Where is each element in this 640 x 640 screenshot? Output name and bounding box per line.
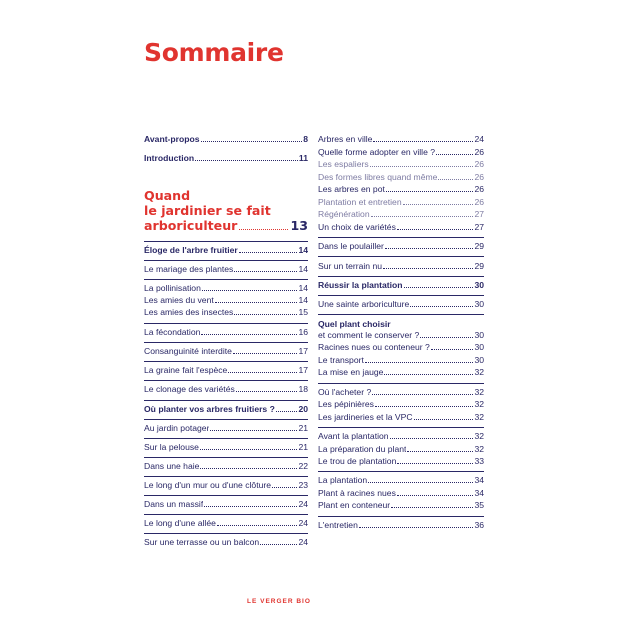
dot-leader: [217, 525, 298, 526]
toc-entry[interactable]: [144, 327, 308, 338]
dot-leader: [195, 160, 298, 161]
toc-entry-page: 24: [298, 499, 308, 509]
separator-line: [144, 438, 308, 439]
toc-entry-title: Avant la plantation: [318, 431, 389, 441]
toc-entry-page: 17: [298, 346, 308, 356]
toc-entry-page: 20: [298, 404, 308, 414]
separator-line: [318, 314, 484, 315]
toc-entry-title: Où planter vos arbres fruitiers ?: [144, 404, 275, 414]
dot-leader: [397, 463, 473, 464]
toc-entry-title: La graine fait l'espèce: [144, 365, 228, 375]
toc-entry[interactable]: [318, 342, 484, 353]
toc-entry-page: 32: [474, 367, 484, 377]
toc-entry-title: Un choix de variétés: [318, 222, 396, 232]
toc-entry[interactable]: [318, 134, 484, 145]
toc-entry[interactable]: [318, 520, 484, 531]
separator-line: [144, 380, 308, 381]
dot-leader: [204, 506, 297, 507]
dot-leader: [239, 229, 288, 230]
toc-entry-title: Avant-propos: [144, 134, 200, 144]
toc-entry[interactable]: [318, 456, 484, 467]
separator-line: [144, 323, 308, 324]
dot-leader: [202, 290, 298, 291]
toc-entry-title: Au jardin potager: [144, 423, 210, 433]
dot-leader: [410, 306, 473, 307]
dot-leader: [386, 191, 474, 192]
toc-entry-title: Les jardineries et la VPC: [318, 412, 413, 422]
toc-entry-title: Quel plant choisir: [318, 319, 391, 329]
toc-entry-title: Le long d'un mur ou d'une clôture: [144, 480, 272, 490]
toc-entry-page: 14: [298, 245, 308, 255]
section-heading-line: Quand: [144, 188, 191, 203]
dot-leader: [407, 451, 473, 452]
toc-entry[interactable]: [144, 384, 308, 395]
toc-entry-page: 26: [474, 159, 484, 169]
dot-leader: [385, 248, 474, 249]
separator-line: [318, 295, 484, 296]
separator-line: [144, 476, 308, 477]
dot-leader: [397, 495, 474, 496]
section-page-number: 13: [290, 218, 308, 233]
dot-leader: [260, 544, 297, 545]
dot-leader: [403, 204, 474, 205]
toc-entry-page: 27: [474, 222, 484, 232]
separator-line: [144, 495, 308, 496]
dot-leader: [383, 268, 473, 269]
toc-entry-title: La mise en jauge: [318, 367, 384, 377]
dot-leader: [384, 374, 473, 375]
toc-entry[interactable]: [318, 184, 484, 195]
toc-entry-title: Réussir la plantation: [318, 280, 403, 290]
toc-entry-title: La pollinisation: [144, 283, 201, 293]
dot-leader: [201, 141, 303, 142]
toc-entry-page: 14: [298, 264, 308, 274]
toc-entry[interactable]: [318, 299, 484, 310]
toc-entry[interactable]: [318, 488, 484, 499]
separator-line: [318, 383, 484, 384]
dot-leader: [390, 438, 474, 439]
toc-entry-page: 27: [474, 209, 484, 219]
toc-entry-title: La plantation: [318, 475, 368, 485]
toc-entry-title: Une sainte arboriculture: [318, 299, 410, 309]
toc-entry[interactable]: [318, 355, 484, 366]
toc-entry-page: 36: [474, 520, 484, 530]
dot-leader: [404, 287, 474, 288]
toc-entry-title: Le clonage des variétés: [144, 384, 235, 394]
toc-entry-page: 24: [298, 518, 308, 528]
toc-entry-title: Les pépinières: [318, 399, 374, 409]
section-heading-line: le jardinier se fait: [144, 203, 271, 218]
toc-entry-title: Dans le poulailler: [318, 241, 384, 251]
toc-entry-title: Les amies du vent: [144, 295, 214, 305]
toc-entry-title: Arbres en ville: [318, 134, 373, 144]
toc-entry-title: et comment le conserver ?: [318, 330, 420, 340]
toc-entry[interactable]: [144, 264, 308, 275]
toc-entry-page: 14: [298, 283, 308, 293]
toc-entry-title: Introduction: [144, 153, 195, 163]
toc-entry-title: Consanguinité interdite: [144, 346, 232, 356]
toc-entry-title: Éloge de l'arbre fruitier: [144, 245, 238, 255]
separator-line: [318, 276, 484, 277]
dot-leader: [368, 482, 473, 483]
toc-entry-page: 24: [298, 537, 308, 547]
toc-entry[interactable]: [318, 330, 484, 341]
toc-entry-title: Le trou de plantation: [318, 456, 397, 466]
dot-leader: [200, 468, 297, 469]
toc-entry[interactable]: [144, 245, 308, 256]
toc-entry[interactable]: [318, 241, 484, 252]
toc-entry[interactable]: [318, 431, 484, 442]
toc-entry-title: Les amies des insectes: [144, 307, 234, 317]
running-footer: LE VERGER BIO: [247, 598, 311, 605]
dot-leader: [438, 179, 473, 180]
toc-entry[interactable]: [144, 365, 308, 376]
toc-entry-page: 30: [474, 330, 484, 340]
dot-leader: [431, 349, 474, 350]
separator-line: [144, 457, 308, 458]
toc-entry-page: 11: [298, 153, 308, 163]
toc-entry-title: Sur un terrain nu: [318, 261, 383, 271]
toc-entry-page: 34: [474, 475, 484, 485]
toc-entry-page: 26: [474, 147, 484, 157]
toc-entry-page: 35: [474, 500, 484, 510]
toc-entry[interactable]: [318, 444, 484, 455]
dot-leader: [370, 166, 474, 167]
toc-entry[interactable]: [318, 159, 484, 170]
toc-entry-title: Les espaliers: [318, 159, 369, 169]
toc-entry-page: 26: [474, 184, 484, 194]
section-heading-line: arboriculteur: [144, 218, 238, 233]
toc-entry-page: 21: [298, 423, 308, 433]
toc-entry[interactable]: [144, 283, 308, 294]
separator-line: [144, 279, 308, 280]
toc-entry[interactable]: [318, 500, 484, 511]
toc-entry-page: 15: [298, 307, 308, 317]
separator-line: [318, 471, 484, 472]
toc-entry-page: 30: [474, 342, 484, 352]
toc-entry-page: 22: [298, 461, 308, 471]
toc-entry-page: 21: [298, 442, 308, 452]
dot-leader: [200, 449, 297, 450]
separator-line: [144, 514, 308, 515]
toc-entry-page: 26: [474, 197, 484, 207]
toc-entry-page: 8: [303, 134, 308, 144]
separator-line: [318, 256, 484, 257]
toc-entry[interactable]: [144, 295, 308, 306]
dot-leader: [234, 271, 297, 272]
toc-entry[interactable]: [318, 197, 484, 208]
toc-entry[interactable]: [318, 367, 484, 378]
section-heading: [144, 188, 308, 233]
toc-entry-title: La préparation du plant: [318, 444, 407, 454]
toc-entry-page: 34: [474, 488, 484, 498]
toc-entry[interactable]: [318, 147, 484, 158]
separator-line: [144, 400, 308, 401]
toc-entry[interactable]: [318, 399, 484, 410]
toc-entry-title: Quelle forme adopter en ville ?: [318, 147, 436, 157]
toc-entry[interactable]: [318, 319, 484, 330]
toc-entry[interactable]: [144, 518, 308, 529]
toc-entry[interactable]: [144, 537, 308, 548]
separator-line: [318, 427, 484, 428]
page-title: Sommaire: [144, 38, 284, 67]
toc-entry[interactable]: [144, 346, 308, 357]
dot-leader: [373, 141, 473, 142]
dot-leader: [436, 154, 473, 155]
toc-entry[interactable]: [318, 172, 484, 183]
separator-line: [144, 533, 308, 534]
dot-leader: [365, 362, 474, 363]
toc-entry[interactable]: [318, 387, 484, 398]
toc-entry-page: 29: [474, 241, 484, 251]
toc-entry-page: 32: [474, 431, 484, 441]
toc-entry-page: 16: [298, 327, 308, 337]
toc-entry-title: L'entretien: [318, 520, 358, 530]
dot-leader: [239, 252, 298, 253]
dot-leader: [228, 372, 297, 373]
toc-entry-title: Plant à racines nues: [318, 488, 396, 498]
toc-entry[interactable]: [144, 423, 308, 434]
separator-line: [144, 361, 308, 362]
separator-line: [144, 260, 308, 261]
dot-leader: [236, 391, 298, 392]
toc-entry-page: 32: [474, 444, 484, 454]
toc-entry-title: Racines nues ou conteneur ?: [318, 342, 430, 352]
toc-entry-page: 33: [474, 456, 484, 466]
toc-entry[interactable]: [144, 442, 308, 453]
toc-entry[interactable]: [144, 461, 308, 472]
toc-entry-title: Plant en conteneur: [318, 500, 391, 510]
separator-line: [144, 342, 308, 343]
toc-entry-page: 30: [474, 280, 484, 290]
dot-leader: [372, 394, 473, 395]
separator-line: [144, 241, 308, 242]
toc-entry-title: Des formes libres quand même: [318, 172, 438, 182]
toc-entry-title: Sur une terrasse ou un balcon: [144, 537, 260, 547]
toc-entry[interactable]: [144, 499, 308, 510]
toc-entry-title: La fécondation: [144, 327, 201, 337]
toc-entry-title: Où l'acheter ?: [318, 387, 372, 397]
toc-entry-page: 32: [474, 412, 484, 422]
toc-entry-page: 18: [298, 384, 308, 394]
dot-leader: [215, 302, 298, 303]
toc-entry-page: 30: [474, 299, 484, 309]
dot-leader: [272, 487, 297, 488]
toc-entry[interactable]: [144, 134, 308, 145]
toc-entry-title: Sur la pelouse: [144, 442, 199, 452]
toc-entry[interactable]: [318, 222, 484, 233]
dot-leader: [233, 353, 298, 354]
separator-line: [144, 419, 308, 420]
toc-entry-page: 32: [474, 387, 484, 397]
toc-entry-page: 30: [474, 355, 484, 365]
toc-entry-page: 32: [474, 399, 484, 409]
toc-entry-title: Le transport: [318, 355, 364, 365]
toc-entry[interactable]: [144, 307, 308, 318]
toc-entry[interactable]: [318, 475, 484, 486]
toc-entry-title: Les arbres en pot: [318, 184, 385, 194]
dot-leader: [371, 216, 474, 217]
toc-entry[interactable]: [318, 280, 484, 291]
toc-entry-title: Plantation et entretien: [318, 197, 402, 207]
separator-line: [318, 516, 484, 517]
dot-leader: [210, 430, 297, 431]
separator-line: [318, 237, 484, 238]
toc-entry-title: Le long d'une allée: [144, 518, 216, 528]
toc-entry-title: Régénération: [318, 209, 370, 219]
dot-leader: [375, 406, 474, 407]
toc-entry[interactable]: [144, 153, 308, 164]
dot-leader: [420, 337, 473, 338]
toc-entry-page: 24: [474, 134, 484, 144]
toc-entry-title: Le mariage des plantes: [144, 264, 234, 274]
toc-entry-page: 26: [474, 172, 484, 182]
dot-leader: [276, 411, 298, 412]
toc-entry-page: 17: [298, 365, 308, 375]
toc-entry-page: 14: [298, 295, 308, 305]
toc-entry[interactable]: [144, 404, 308, 415]
dot-leader: [201, 334, 297, 335]
dot-leader: [397, 229, 474, 230]
toc-entry[interactable]: [318, 209, 484, 220]
dot-leader: [359, 527, 474, 528]
toc-entry-page: 23: [298, 480, 308, 490]
dot-leader: [391, 507, 473, 508]
toc-entry-title: Dans une haie: [144, 461, 200, 471]
toc-entry-page: 29: [474, 261, 484, 271]
toc-entry-title: Dans un massif: [144, 499, 204, 509]
toc-entry[interactable]: [318, 261, 484, 272]
toc-entry[interactable]: [318, 412, 484, 423]
dot-leader: [414, 419, 474, 420]
dot-leader: [234, 314, 297, 315]
toc-entry[interactable]: [144, 480, 308, 491]
